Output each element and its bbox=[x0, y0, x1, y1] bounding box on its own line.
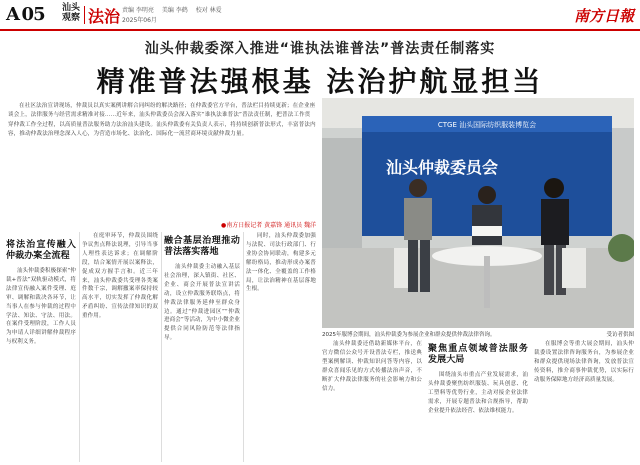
headline: 精准普法强根基 法治护航显担当 bbox=[96, 65, 544, 98]
issue-date: 2025年06月 bbox=[122, 17, 157, 24]
column-text: 在庭审环节，仲裁员围绕争议焦点释法说理，引导当事人理性表达诉求；在调解阶段，结合案情开展以案释法，促成双方握手言和。近三年来，汕头仲裁委共受理各类案件数千宗，调解撤案率保持较高水平，切实发挥了仲裁化解矛盾纠纷、宣传法律知识的双重作用。 bbox=[82, 233, 158, 320]
column-text: 汕头仲裁委积极探索“仲裁+普法”双轨驱动模式，将法律宣传融入案件受理、庭审、调解和裁决各环节，让当事人在参与仲裁的过程中学法、知法、守法、用法。在案件受理阶段，工作人员为申请人详细讲解仲裁程序与权利义务。 bbox=[6, 268, 76, 346]
section-heading-3: 聚焦重点领域普法服务发展大局 bbox=[428, 344, 528, 365]
person-right bbox=[544, 178, 564, 198]
column-text: 在服博会等重大展会期间，汕头仲裁委设置法律咨询服务台，为参展企业和群众提供现场法律咨询，发放普法宣传资料，推介商事仲裁优势，以实际行动服务保障地方经济高质量发展。 bbox=[534, 341, 634, 383]
article-column-6 bbox=[428, 340, 528, 462]
column-rule bbox=[79, 232, 80, 462]
article-column-5 bbox=[322, 340, 422, 462]
column-text: 汕头仲裁委主动融入基层社会治理，深入镇街、社区、企业、商会开展普法宣讲活动，设立仲裁服务联络点，将仲裁法律服务延伸至群众身边。通过“仲裁进园区”“仲裁进商会”等活动，为中小微企业提供合同风险防范等法律指导。 bbox=[164, 264, 240, 342]
article-column-3 bbox=[164, 232, 240, 462]
photo-credit: 受访者供图 bbox=[606, 332, 634, 338]
newspaper-logo: 南方日報 bbox=[573, 7, 634, 25]
article-column-4 bbox=[246, 232, 316, 462]
column-text: 汕头仲裁委还借助新媒体平台，在官方微信公众号开设普法专栏，推送典型案例解读、仲裁知识问答等内容，以群众喜闻乐见的方式传播法治声音，不断扩大仲裁法律服务的社会影响力和公信力。 bbox=[322, 341, 422, 392]
page-number: A 05 bbox=[6, 4, 45, 25]
masthead-rule bbox=[0, 29, 640, 31]
column-rule bbox=[161, 232, 162, 462]
proof-credit: 校对 林爱 bbox=[195, 7, 222, 14]
article-column-7 bbox=[534, 340, 634, 462]
caption-text: 2025年服博会期间，汕头仲裁委为参展企业和群众提供仲裁法律咨询。 bbox=[322, 332, 496, 338]
column-rule bbox=[243, 232, 244, 462]
column-text: 围绕汕头市重点产业发展需求，汕头仲裁委聚焦纺织服装、玩具创意、化工塑料等优势行业，主动对接企业法律需求，开展专题普法和合规指导，帮助企业提升依法经营、依法维权能力。 bbox=[428, 372, 528, 414]
section-heading-1: 将法治宣传融入仲裁办案全流程 bbox=[6, 240, 76, 261]
column-text: 同时，汕头仲裁委加强与法院、司法行政部门、行业协会协同联动，构建多元解纷格局，推动形成办案普法一体化、全覆盖的工作格局，让法治精神在基层落地生根。 bbox=[246, 233, 316, 293]
photo-illustration bbox=[322, 98, 634, 328]
article-column-2 bbox=[82, 232, 158, 462]
article-column-1 bbox=[6, 236, 76, 462]
byline: ●南方日报记者 黄嘉锋 通讯员 魏洋 bbox=[221, 222, 316, 229]
section-tag: 汕头观察 bbox=[62, 3, 81, 23]
booth-sign-text: 汕头仲裁委员会 bbox=[385, 158, 499, 177]
editor-credits bbox=[122, 5, 228, 14]
person-left bbox=[409, 179, 427, 197]
designer-credit: 美编 李鹤 bbox=[161, 7, 188, 14]
editor-credit: 责编 李明亮 bbox=[122, 7, 154, 14]
subheadline: 汕头仲裁委深入推进“谁执法谁普法”普法责任制落实 bbox=[144, 41, 496, 57]
banner-text: CTGE 汕头国际纺织服装博览会 bbox=[437, 121, 537, 129]
lead-paragraph: 在社区法治宣讲现场，仲裁员以真实案例讲解合同纠纷的解决路径；在仲裁委官方平台，普法栏目持续更新；在企业座谈会上，法律服务与经营需求精准对接……近年来，汕头仲裁委员会深入落实“谁执法谁普法”普法责任制，把普法工作贯穿仲裁工作全过程，以高质量普法服务助力法治汕头建设。汕头仲裁委有关负责人表示，将持续创新普法形式，丰富普法内容，推动仲裁法治理念深入人心，为营造市场化、法治化、国际化一流营商环境贡献仲裁力量。 bbox=[8, 103, 316, 138]
section-heading-2: 融合基层治理推动普法落实落地 bbox=[164, 236, 240, 257]
photo-caption bbox=[322, 330, 634, 338]
section-title: 法治 bbox=[88, 7, 121, 26]
masthead bbox=[0, 0, 640, 30]
section-divider bbox=[84, 6, 85, 24]
person-center bbox=[478, 186, 496, 204]
news-photo bbox=[322, 98, 634, 328]
